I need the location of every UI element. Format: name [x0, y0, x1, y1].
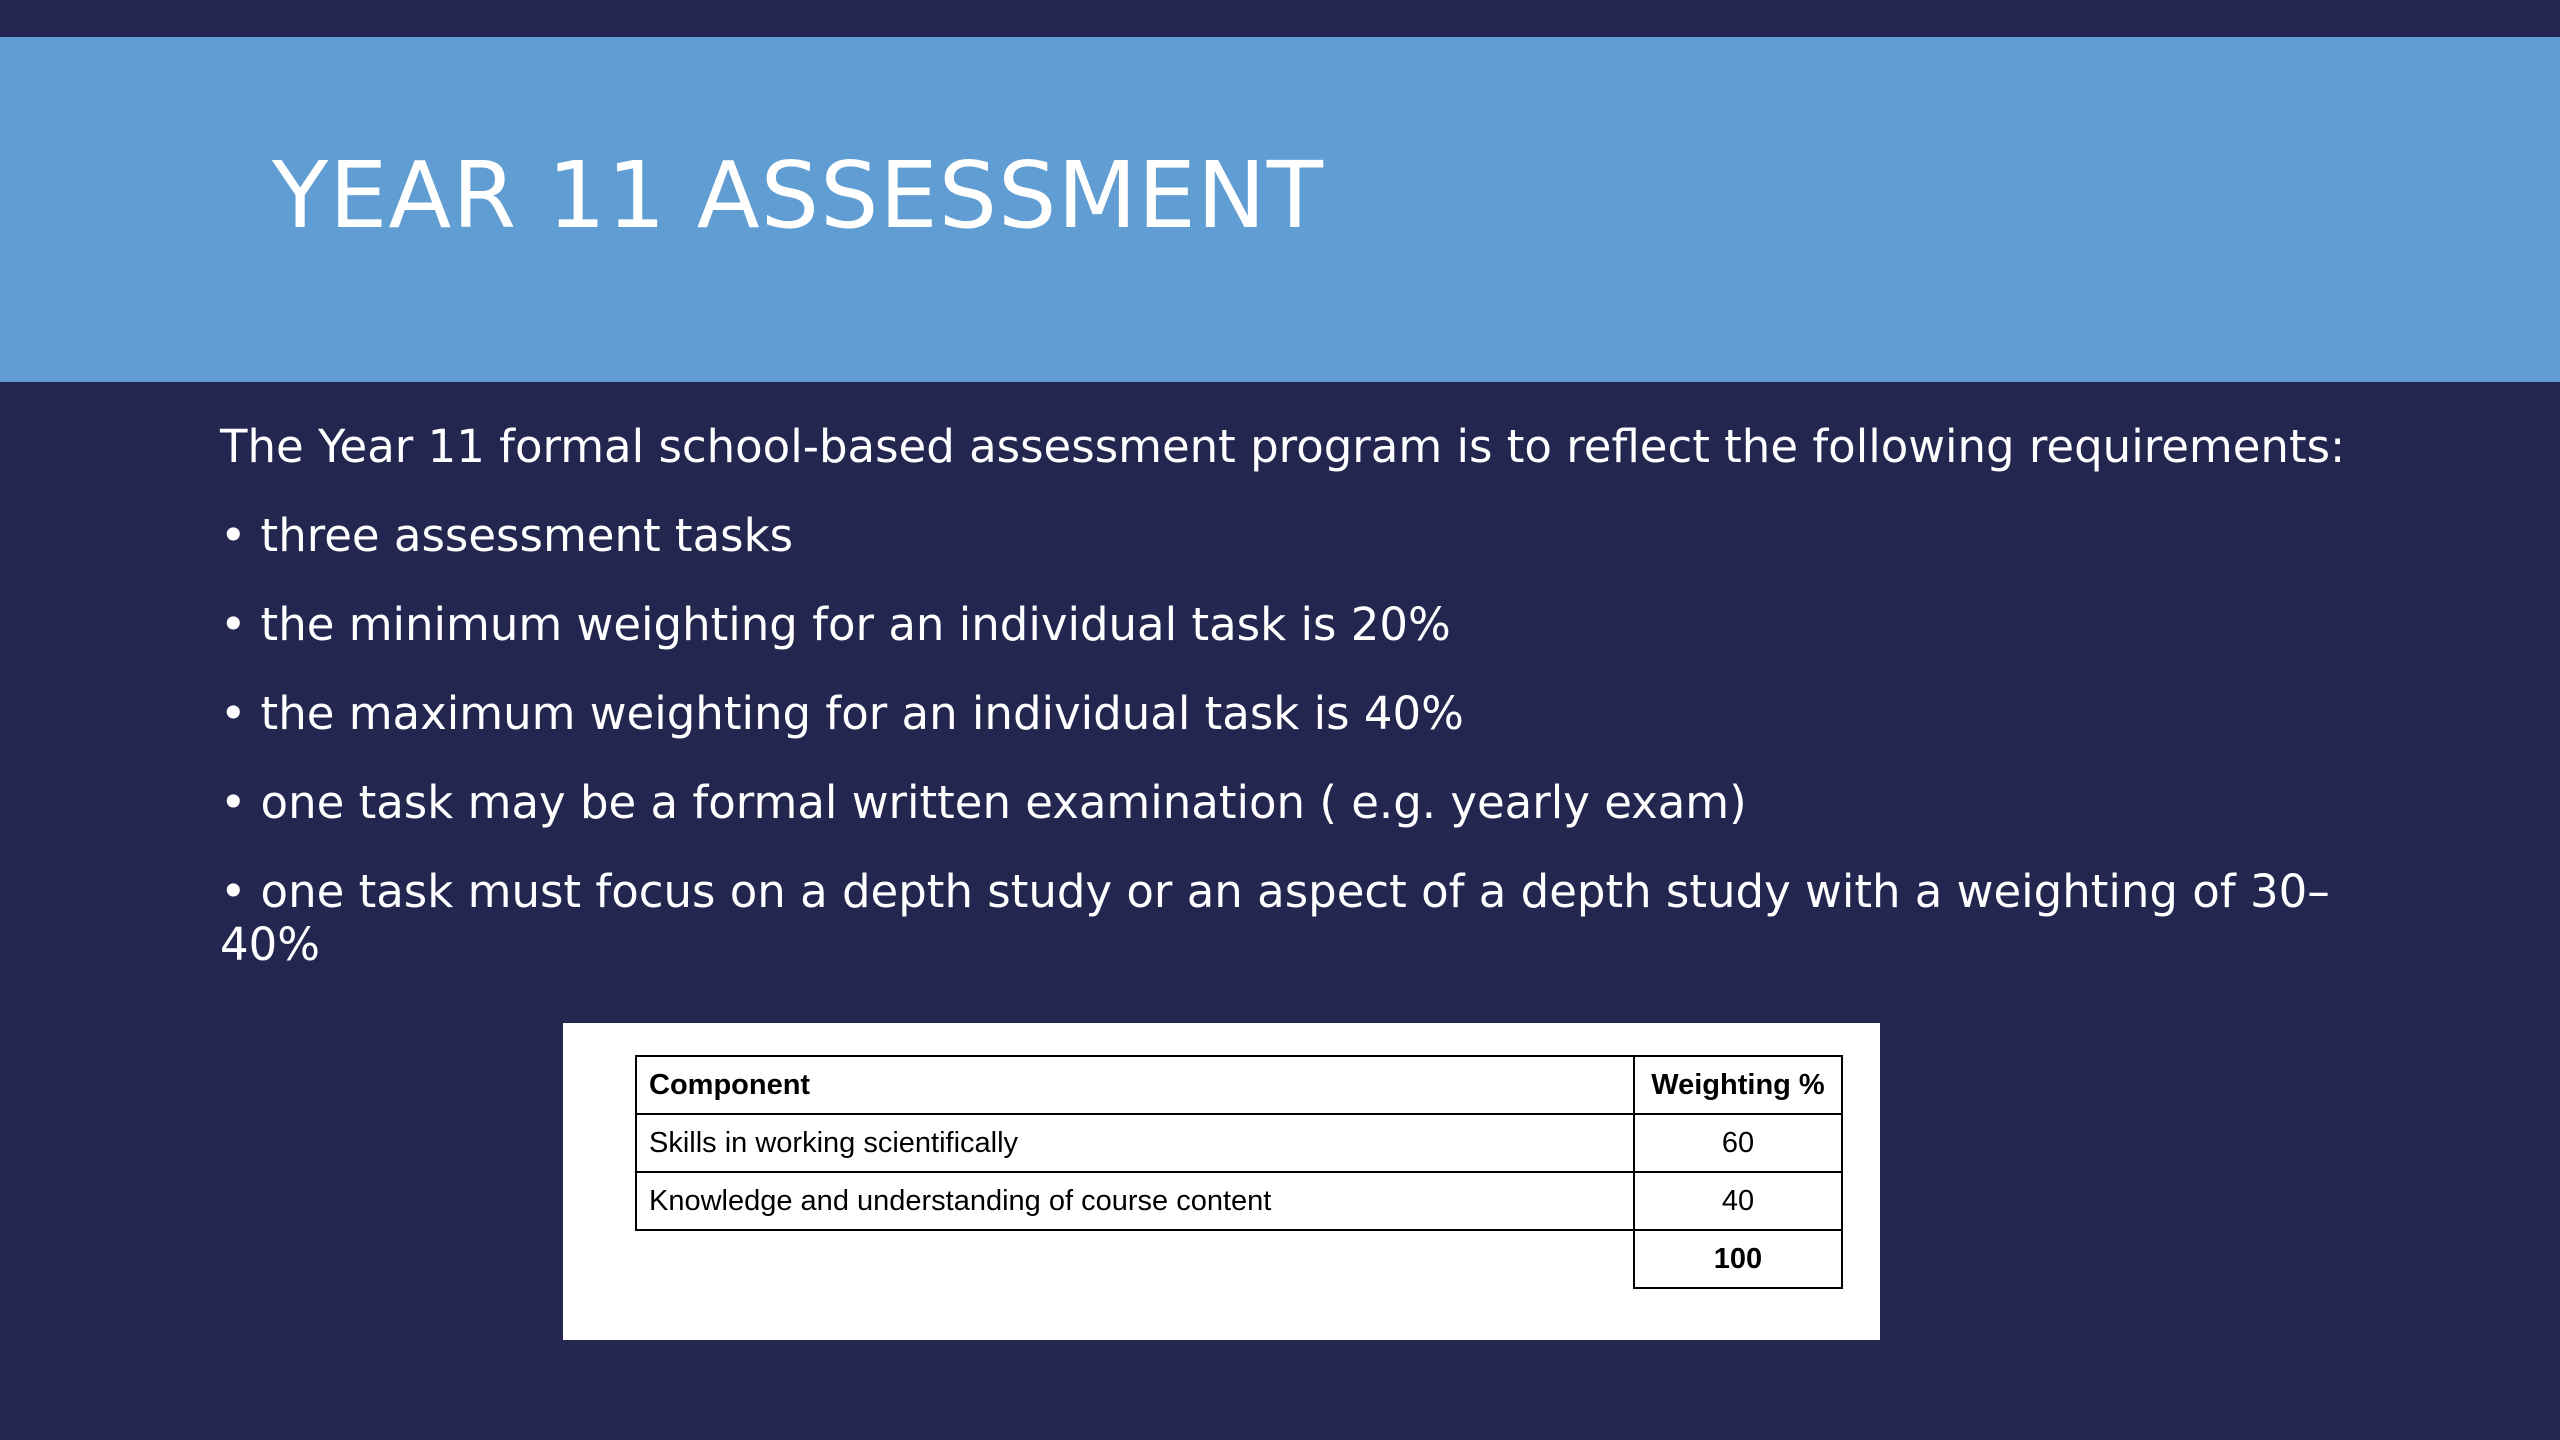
list-item — [220, 598, 2360, 651]
list-item-text: one task must focus on a depth study or an aspect of a depth study with a weighting of 30–40% — [220, 865, 2330, 971]
list-item — [220, 865, 2360, 971]
header-weighting: Weighting % — [1634, 1056, 1842, 1114]
slide-body — [220, 420, 2360, 1007]
cell-component: Knowledge and understanding of course content — [636, 1172, 1634, 1230]
total-spacer — [636, 1230, 1634, 1288]
cell-weighting: 60 — [1634, 1114, 1842, 1172]
list-item-text: the minimum weighting for an individual task is 20% — [260, 598, 1451, 651]
bullet-icon: • — [220, 509, 247, 562]
table-header-row — [636, 1056, 1842, 1114]
top-strip — [0, 0, 2560, 37]
bullet-icon: • — [220, 865, 247, 918]
requirements-list — [220, 509, 2360, 971]
list-item — [220, 776, 2360, 829]
intro-text: The Year 11 formal school-based assessment program is to reflect the following requirements: — [220, 420, 2346, 473]
slide-title: YEAR 11 ASSESSMENT — [272, 142, 1324, 249]
cell-component: Skills in working scientifically — [636, 1114, 1634, 1172]
table-row — [636, 1114, 1842, 1172]
list-item-text: the maximum weighting for an individual task is 40% — [260, 687, 1464, 740]
bullet-icon: • — [220, 776, 247, 829]
table-total-row — [636, 1230, 1842, 1288]
list-item-text: one task may be a formal written examination ( e.g. yearly exam) — [260, 776, 1747, 829]
weighting-table-panel — [563, 1023, 1880, 1340]
bullet-icon: • — [220, 598, 247, 651]
weighting-table — [635, 1055, 1843, 1289]
bullet-icon: • — [220, 687, 247, 740]
list-item-text: three assessment tasks — [260, 509, 794, 562]
table-row — [636, 1172, 1842, 1230]
header-component: Component — [636, 1056, 1634, 1114]
list-item — [220, 509, 2360, 562]
cell-weighting: 40 — [1634, 1172, 1842, 1230]
cell-total: 100 — [1634, 1230, 1842, 1288]
list-item — [220, 687, 2360, 740]
